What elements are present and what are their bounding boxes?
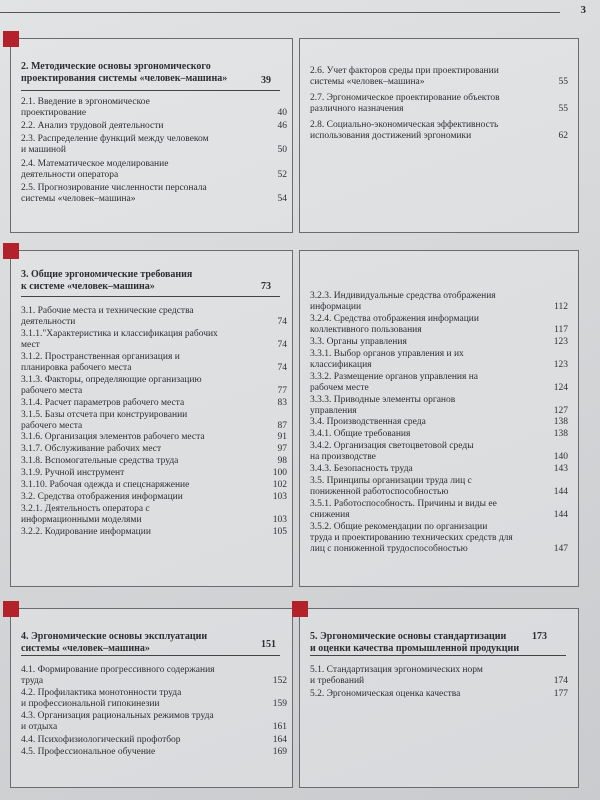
section-page-number: 173 [532,631,547,642]
toc-entry-line: 4.4. Психофизиологический профотбор [21,734,181,745]
toc-entry-page: 105 [272,526,287,537]
toc-entry-page: 103 [272,514,287,525]
toc-entry-line: 4.1. Формирование прогрессивного содержания [21,665,215,675]
toc-entry-line: планировка рабочего места [21,362,132,373]
toc-entry-line: 4.2. Профилактика монотонности труда [21,688,182,699]
section-title: 2. Методические основы эргономического [21,61,211,72]
toc-entry-line: информации [310,302,362,312]
toc-entry-line: 3.1. Рабочие места и технические средства [21,306,194,316]
header-rule [0,12,560,13]
toc-entry-line: 2.1. Введение в эргономическое [21,97,150,107]
toc-entry-line: 3.1.3. Факторы, определяющие организацию [21,374,202,385]
section-title: проектирования системы «человек–машина» [21,73,228,84]
toc-entry-page: 46 [277,121,287,132]
toc-entry-page: 55 [558,77,568,87]
toc-entry-line: 3.3.3. Приводные элементы органов [310,394,456,405]
toc-entry-line: 3.1.2. Пространственная организация и [21,351,180,362]
toc-entry-page: 159 [272,699,287,710]
toc-entry-line: 3.1.10. Рабочая одежда и спецснаряжение [21,480,190,490]
toc-entry-page: 152 [272,676,287,686]
toc-entry-line: 3.5.2. Общие рекомендации по организации [310,521,488,532]
toc-entry-line: 2.4. Математическое моделирование [21,158,169,169]
toc-entry-page: 138 [553,429,568,440]
toc-entry-page: 52 [277,169,287,180]
toc-entry-line: коллективного пользования [310,324,422,335]
toc-entry-line: 4.5. Профессиональное обучение [21,746,156,757]
toc-entry-page: 55 [558,104,568,114]
toc-entry-line: системы «человек–машина» [21,193,136,204]
toc-entry-line: и профессиональной гипокинезии [21,699,160,710]
toc-entry-page: 40 [277,108,287,118]
toc-entry-page: 169 [272,746,287,757]
toc-entry-line: 5.1. Стандартизация эргономических норм [310,665,483,675]
toc-entry-line: системы «человек–машина» [310,77,425,87]
toc-entry-line: деятельности оператора [21,169,119,180]
toc-entry-line: 2.2. Анализ трудовой деятельности [21,121,164,132]
toc-entry-line: 2.5. Прогнозирование численности персонала [21,182,207,193]
toc-entry-line: 3.3. Органы управления [310,336,407,347]
section-corner-mark [292,601,308,617]
toc-entry-line: 3.2.1. Деятельность оператора с [21,503,150,514]
section-page-number: 151 [261,639,276,650]
section-title-rule [21,655,280,656]
toc-entry-line: 3.1.9. Ручной инструмент [21,468,125,479]
toc-entry-line: 3.3.1. Выбор органов управления и их [310,348,464,359]
toc-entry-line: 3.5.1. Работоспособность. Причины и виды ее [310,498,497,509]
section-title: к системе «человек–машина» [21,281,155,292]
toc-entry-page: 87 [277,420,287,431]
toc-entry-line: 3.2.2. Кодирование информации [21,526,151,537]
toc-entry-page: 74 [277,339,287,350]
toc-entry-page: 97 [277,444,287,455]
toc-entry-line: 3.1.4. Расчет параметров рабочего места [21,397,185,408]
toc-entry-page: 54 [277,193,287,204]
toc-entry-page: 124 [553,382,568,393]
toc-entry-line: 3.1.7. Обслуживание рабочих мест [21,444,162,455]
toc-entry-line: мест [21,339,40,350]
toc-entry-page: 123 [553,336,568,347]
toc-entry-page: 144 [553,487,568,497]
section-title-rule [21,90,280,91]
toc-entry-line: на производстве [310,452,376,463]
toc-entry-page: 117 [554,324,568,335]
toc-entry-page: 112 [554,302,568,312]
toc-entry-line: 3.2.3. Индивидуальные средства отображения [310,291,496,301]
toc-entry-page: 103 [272,491,287,502]
toc-entry-line: 4.3. Организация рациональных режимов труда [21,711,214,722]
toc-entry-page: 147 [553,543,568,554]
toc-entry-page: 138 [553,417,568,428]
toc-entry-page: 98 [277,456,287,467]
toc-entry-line: труда [21,676,44,686]
toc-entry-page: 74 [277,317,287,327]
toc-entry-line: 3.2. Средства отображения информации [21,491,183,502]
section-corner-mark [3,31,19,47]
toc-entry-line: 3.4. Производственная среда [310,417,426,428]
toc-entry-line: рабочем месте [310,382,369,393]
toc-entry-page: 102 [272,480,287,490]
toc-entry-page: 140 [553,452,568,463]
toc-entry-line: и машиной [21,145,66,156]
toc-entry-page: 100 [272,468,287,479]
toc-entry-line: пониженной работоспособностью [310,487,449,497]
section-title: 4. Эргономические основы эксплуатации [21,631,208,642]
toc-entry-line: 2.7. Эргономическое проектирование объектов [310,93,500,103]
section-page-number: 73 [261,281,271,292]
toc-section-box [299,608,579,788]
toc-entry-page: 83 [277,397,287,408]
toc-entry-line: 3.4.2. Организация светоцветовой среды [310,441,474,452]
section-title-rule [21,296,280,297]
toc-section-box [10,250,293,587]
section-page-number: 39 [261,75,271,86]
toc-section-box [10,608,293,788]
toc-entry-page: 77 [277,385,287,396]
toc-entry-line: 3.1.6. Организация элементов рабочего места [21,432,205,443]
toc-entry-page: 123 [553,359,568,370]
toc-entry-page: 164 [272,734,287,745]
toc-entry-page: 177 [553,688,568,699]
toc-entry-line: труда и проектированию технических средств для [310,532,513,543]
toc-entry-line: 3.4.3. Безопасность труда [310,464,413,475]
toc-section-box [299,38,579,233]
toc-entry-line: проектирование [21,108,87,118]
toc-entry-line: рабочего места [21,420,83,431]
section-corner-mark [3,601,19,617]
toc-section-box [299,250,579,587]
toc-entry-line: использования достижений эргономики [310,131,472,141]
toc-entry-line: 2.3. Распределение функций между человеком [21,134,209,145]
section-title: 3. Общие эргономические требования [21,269,193,280]
toc-entry-line: 3.1.1."Характеристика и классификация рабочих [21,328,218,339]
toc-entry-line: снижения [310,509,350,520]
toc-entry-page: 91 [277,432,287,443]
toc-entry-page: 62 [558,131,568,141]
page-number: 3 [580,4,586,16]
toc-entry-page: 161 [272,722,287,733]
toc-entry-line: рабочего места [21,385,83,396]
section-title: 5. Эргономические основы стандартизации [310,631,507,642]
toc-entry-line: 3.4.1. Общие требования [310,429,411,440]
toc-entry-line: классификация [310,359,372,370]
toc-entry-line: 5.2. Эргономическая оценка качества [310,688,461,699]
toc-entry-line: 3.5. Принципы организации труда лиц с [310,476,472,486]
toc-section-box [10,38,293,233]
toc-entry-page: 74 [277,362,287,373]
toc-entry-line: управления [310,405,357,416]
toc-entry-line: различного назначения [310,104,404,114]
toc-entry-line: 3.1.5. Базы отсчета при конструировании [21,409,188,420]
section-title: системы «человек–машина» [21,643,150,654]
toc-entry-line: информационными моделями [21,514,142,525]
toc-entry-page: 127 [553,405,568,416]
section-title-rule [310,655,566,656]
toc-entry-page: 144 [553,509,568,520]
toc-entry-line: и отдыха [21,722,58,733]
toc-entry-line: деятельности [21,317,76,327]
toc-entry-page: 174 [553,676,568,686]
toc-entry-line: 3.1.8. Вспомогательные средства труда [21,456,179,467]
toc-entry-line: 2.6. Учет факторов среды при проектировании [310,66,499,76]
toc-entry-page: 143 [553,464,568,475]
toc-entry-line: лиц с пониженной трудоспособностью [310,543,468,554]
section-corner-mark [3,243,19,259]
toc-entry-line: 3.3.2. Размещение органов управления на [310,371,479,382]
toc-entry-line: и требований [310,676,365,686]
section-title: и оценки качества промышленной продукции [310,643,520,654]
toc-entry-page: 50 [277,145,287,156]
toc-entry-line: 2.8. Социально-экономическая эффективность [310,120,499,130]
toc-entry-line: 3.2.4. Средства отображения информации [310,313,479,324]
